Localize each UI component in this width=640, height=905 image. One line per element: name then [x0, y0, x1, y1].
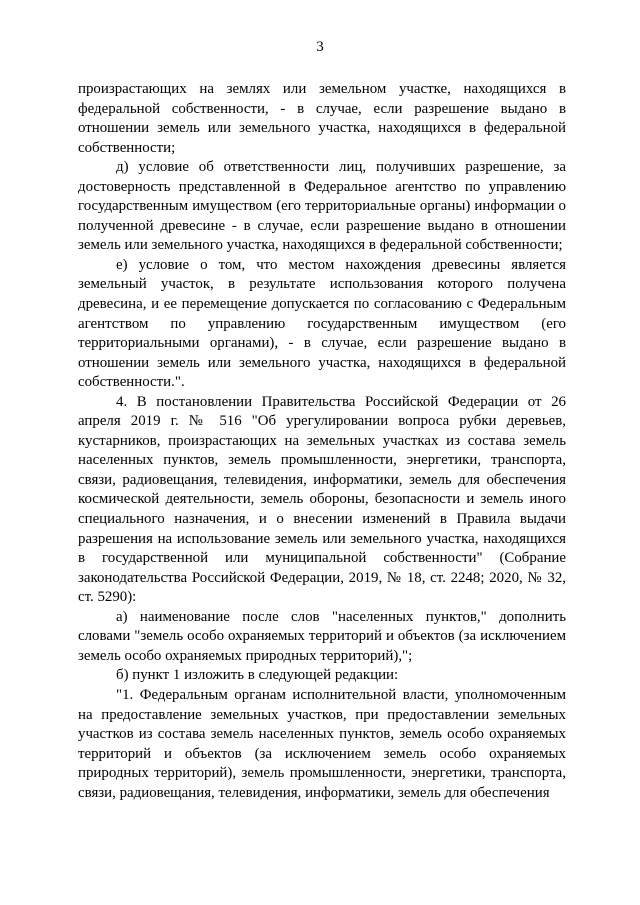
paragraph-item-d: д) условие об ответственности лиц, получивших разрешение, за достоверность представленной в Федеральное агентство по управлению государственным имуществом (его территориальные органы) информации о полученной древесине - в случае, если разрешение выдано в отношении земель или земельного участка, находящихся в федеральной собственности;	[78, 159, 566, 254]
paragraph-point-4: 4. В постановлении Правительства Российской Федерации от 26 апреля 2019 г. № 516 "Об урегулировании вопроса рубки деревьев, кустарников, произрастающих на земельных участках из состава земель населенных пунктов, земель промышленности, энергетики, транспорта, связи, радиовещания, телевидения, информатики, земель для обеспечения космической деятельности, земель обороны, безопасности и земель иного специального назначения, и о внесении изменений в Правила выдачи разрешения на использование земель или земельного участка, находящихся в государственной или муниципальной собственности" (Собрание законодательства Российской Федерации, 2019, № 18, ст. 2248; 2020, № 32, ст. 5290):	[78, 393, 566, 606]
paragraph-item-e: е) условие о том, что местом нахождения древесины является земельный участок, в результате использования которого получена древесина, и ее перемещение допускается по согласованию с Федеральным агентством по управлению государственным имуществом (его территориальными органами), - в случае, если разрешение выдано в отношении земель или земельного участка, находящихся в федеральной собственности.".	[78, 256, 566, 391]
page-number: 3	[316, 39, 324, 55]
paragraph-subitem-a: а) наименование после слов "населенных пунктов," дополнить словами "земель особо охраняемых территорий и объектов (за исключением земель особо охраняемых природных территорий),";	[78, 608, 566, 664]
paragraph-quoted-point-1: "1. Федеральным органам исполнительной власти, уполномоченным на предоставление земельных участков, при предоставлении земельных участков из состава земель населенных пунктов, земель особо охраняемых территорий и объектов (за исключением земель особо охраняемых природных территорий), земель промышленности, энергетики, транспорта, связи, радиовещания, телевидения, информатики, земель для обеспечения	[78, 686, 566, 801]
paragraph-continuation: произрастающих на землях или земельном участке, находящихся в федеральной собственности, - в случае, если разрешение выдано в отношении земель или земельного участка, находящихся в федеральной собственности;	[78, 81, 566, 156]
paragraph-subitem-b: б) пункт 1 изложить в следующей редакции:	[116, 667, 399, 684]
document-body	[78, 80, 566, 803]
